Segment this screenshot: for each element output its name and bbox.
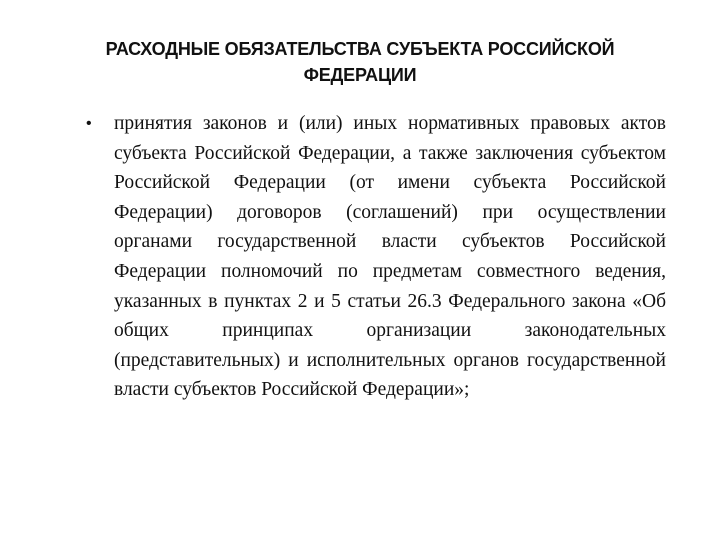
slide-title-line-2: ФЕДЕРАЦИИ bbox=[303, 65, 417, 85]
bullet-list bbox=[86, 109, 666, 405]
list-item bbox=[86, 109, 666, 405]
bullet-marker: • bbox=[86, 115, 92, 132]
bullet-text: принятия законов и (или) иных нормативных правовых актов субъекта Российской Федерации, а также заключения субъектом Российской Федерации (от имени субъекта Российской Федерации) договоров (соглашений) при осуществлении органами государственной власти субъектов Российской Федерации полномочий по предметам совместного ведения, указанных в пунктах 2 и 5 статьи 26.3 Федерального закона «Об общих принципах организации законодательных (представительных) и исполнительных органов государственной власти субъектов Российской Федерации»; bbox=[114, 113, 666, 401]
slide-title-line-1: РАСХОДНЫЕ ОБЯЗАТЕЛЬСТВА СУБЪЕКТА РОССИЙСКОЙ bbox=[105, 39, 615, 59]
slide-title bbox=[40, 36, 680, 88]
